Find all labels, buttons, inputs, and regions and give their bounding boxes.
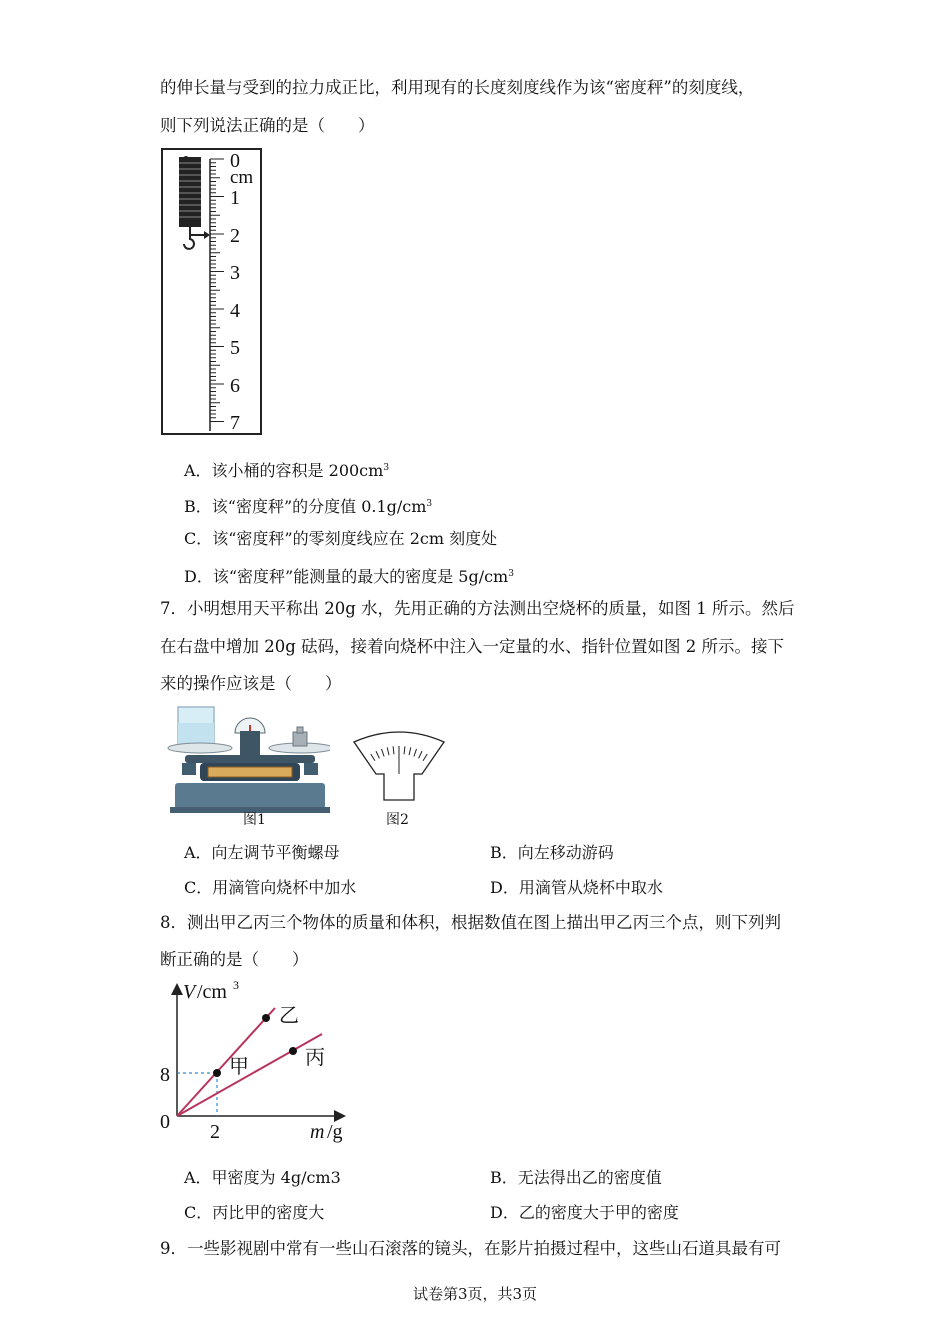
y-axis-label-sup: 3 (233, 978, 239, 992)
q7-option-b[interactable]: B．向左移动游码 (490, 843, 614, 862)
q8-text-line2: 断正确的是（ ） (160, 950, 309, 969)
q7-option-d[interactable]: D．用滴管从烧杯中取水 (490, 878, 663, 897)
q7-text-line2: 在右盘中增加 20g 砝码，接着向烧杯中注入一定量的水、指针位置如图 2 所示。接下 (160, 637, 785, 656)
x-axis-label-unit: /g (327, 1121, 343, 1143)
beaker-icon (178, 707, 214, 745)
ruler-label: 5 (230, 337, 240, 359)
q7-option-c[interactable]: C．用滴管向烧杯中加水 (184, 878, 357, 897)
spring-scale-figure (160, 147, 264, 437)
y-axis-label-unit: /cm (197, 981, 227, 1003)
q8-text-line1: 8．测出甲乙丙三个物体的质量和体积，根据数值在图上描出甲乙丙三个点，则下列判 (160, 913, 781, 932)
q8-option-a[interactable]: A．甲密度为 4g/cm3 (184, 1168, 341, 1187)
point-label-yi: 乙 (279, 1005, 299, 1027)
q6-text-line1: 的伸长量与受到的拉力成正比，利用现有的长度刻度线作为该“密度秤”的刻度线， (160, 78, 755, 97)
ruler-label: 4 (230, 300, 240, 322)
point-jia (213, 1069, 221, 1077)
q7-text-line3: 来的操作应该是（ ） (160, 674, 342, 693)
x-tick-label: 2 (210, 1121, 220, 1143)
point-label-jia: 甲 (229, 1056, 249, 1078)
q8-option-d[interactable]: D．乙的密度大于甲的密度 (490, 1203, 679, 1222)
x-axis-label-m: m (310, 1121, 325, 1143)
fig2-caption: 图2 (386, 812, 409, 828)
line-bing (177, 1034, 322, 1116)
pointer-scale-figure (352, 730, 446, 804)
ruler-label: 0 (230, 150, 240, 172)
point-bing (289, 1047, 297, 1055)
q7-text-line1: 7．小明想用天平称出 20g 水，先用正确的方法测出空烧杯的质量，如图 1 所示。然后 (160, 599, 795, 618)
point-label-bing: 丙 (305, 1047, 325, 1069)
fig1-caption: 图1 (243, 812, 266, 828)
q8-option-c[interactable]: C．丙比甲的密度大 (184, 1203, 325, 1222)
ruler-label: 3 (230, 262, 240, 284)
q8-option-b[interactable]: B．无法得出乙的密度值 (490, 1168, 662, 1187)
point-yi (262, 1014, 270, 1022)
q6-option-b[interactable]: B．该“密度秤”的分度值 $0.1g/cm^3$ (184, 497, 433, 516)
q6-option-c[interactable]: C．该“密度秤”的零刻度线应在 2cm 刻度处 (184, 529, 498, 548)
q9-text-line1: 9．一些影视剧中常有一些山石滚落的镜头，在影片拍摄过程中，这些山石道具最有可 (160, 1239, 781, 1258)
y-tick-label: 8 (160, 1064, 170, 1086)
weight-icon (293, 727, 307, 746)
y-axis-label-v: V (183, 981, 196, 1003)
q7-option-a[interactable]: A．向左调节平衡螺母 (184, 843, 340, 862)
q6-option-a[interactable]: A．该小桶的容积是 $200cm^3$ (184, 461, 390, 480)
q6-option-d[interactable]: D．该“密度秤”能测量的最大的密度是 $5g/cm^3$ (184, 567, 514, 586)
q6-text-line2: 则下列说法正确的是（ ） (160, 116, 375, 135)
page-footer: 试卷第3页，共3页 (412, 1285, 538, 1303)
ruler-label: 6 (230, 375, 240, 397)
ruler-unit: cm (230, 167, 254, 188)
origin-label: 0 (160, 1111, 170, 1133)
line-jia-yi (177, 1008, 275, 1116)
ruler-label: 1 (230, 187, 240, 209)
ruler-label: 2 (230, 225, 240, 247)
volume-mass-graph (155, 978, 355, 1148)
ruler-label: 7 (230, 412, 240, 434)
